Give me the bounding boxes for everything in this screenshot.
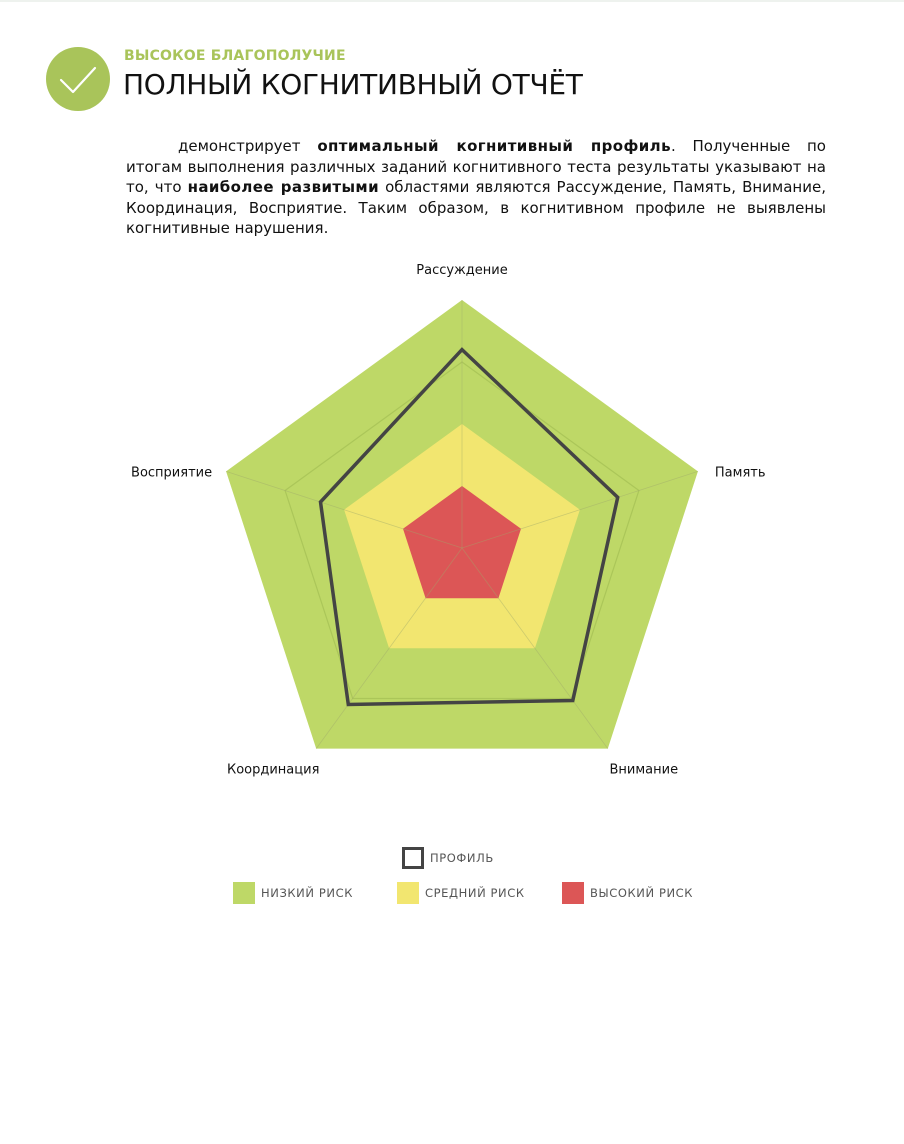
legend-swatch-high bbox=[562, 882, 584, 904]
legend-item-profile bbox=[402, 846, 494, 870]
report-status-subtitle: ВЫСОКОЕ БЛАГОПОЛУЧИЕ bbox=[124, 48, 346, 64]
intro-text-3: областями являются Рассуждение, Память, Внимание, Координация, Восприятие. Таким образом, в когнитивном профиле не выявлены когнитивные нарушения. bbox=[126, 178, 826, 237]
legend-swatch-profile bbox=[402, 847, 424, 869]
legend-label-low: НИЗКИЙ РИСК bbox=[261, 886, 353, 900]
legend-item-high bbox=[562, 881, 693, 905]
legend-label-high: ВЫСОКИЙ РИСК bbox=[590, 886, 694, 900]
legend-item-low bbox=[233, 881, 353, 905]
intro-bold-1: оптимальный когнитивный профиль bbox=[317, 137, 671, 155]
legend-label-mid: СРЕДНИЙ РИСК bbox=[425, 886, 525, 900]
axis-label: Память bbox=[714, 465, 766, 481]
top-divider bbox=[0, 0, 904, 2]
legend-label-profile: ПРОФИЛЬ bbox=[430, 851, 494, 865]
page-title: ПОЛНЫЙ КОГНИТИВНЫЙ ОТЧЁТ bbox=[123, 68, 583, 101]
checkmark-icon bbox=[46, 47, 110, 111]
legend-swatch-low bbox=[233, 882, 255, 904]
legend-item-mid bbox=[397, 881, 525, 905]
axis-label: Восприятие bbox=[131, 465, 213, 481]
radar-chart bbox=[0, 250, 904, 810]
axis-label: Рассуждение bbox=[416, 263, 508, 278]
axis-label: Внимание bbox=[609, 762, 679, 778]
intro-bold-2: наиболее развитыми bbox=[187, 178, 379, 196]
intro-paragraph bbox=[126, 136, 826, 239]
status-badge bbox=[46, 47, 110, 111]
legend-profile-row bbox=[0, 846, 904, 870]
intro-text-1: демонстрирует bbox=[178, 137, 301, 155]
legend-swatch-mid bbox=[397, 882, 419, 904]
intro-text-2: . Полученные по итогам выполнения различных заданий когнитивного теста результаты указывают на то, что bbox=[126, 137, 826, 196]
axis-label: Координация bbox=[226, 762, 320, 778]
legend-risk-row bbox=[0, 881, 904, 905]
